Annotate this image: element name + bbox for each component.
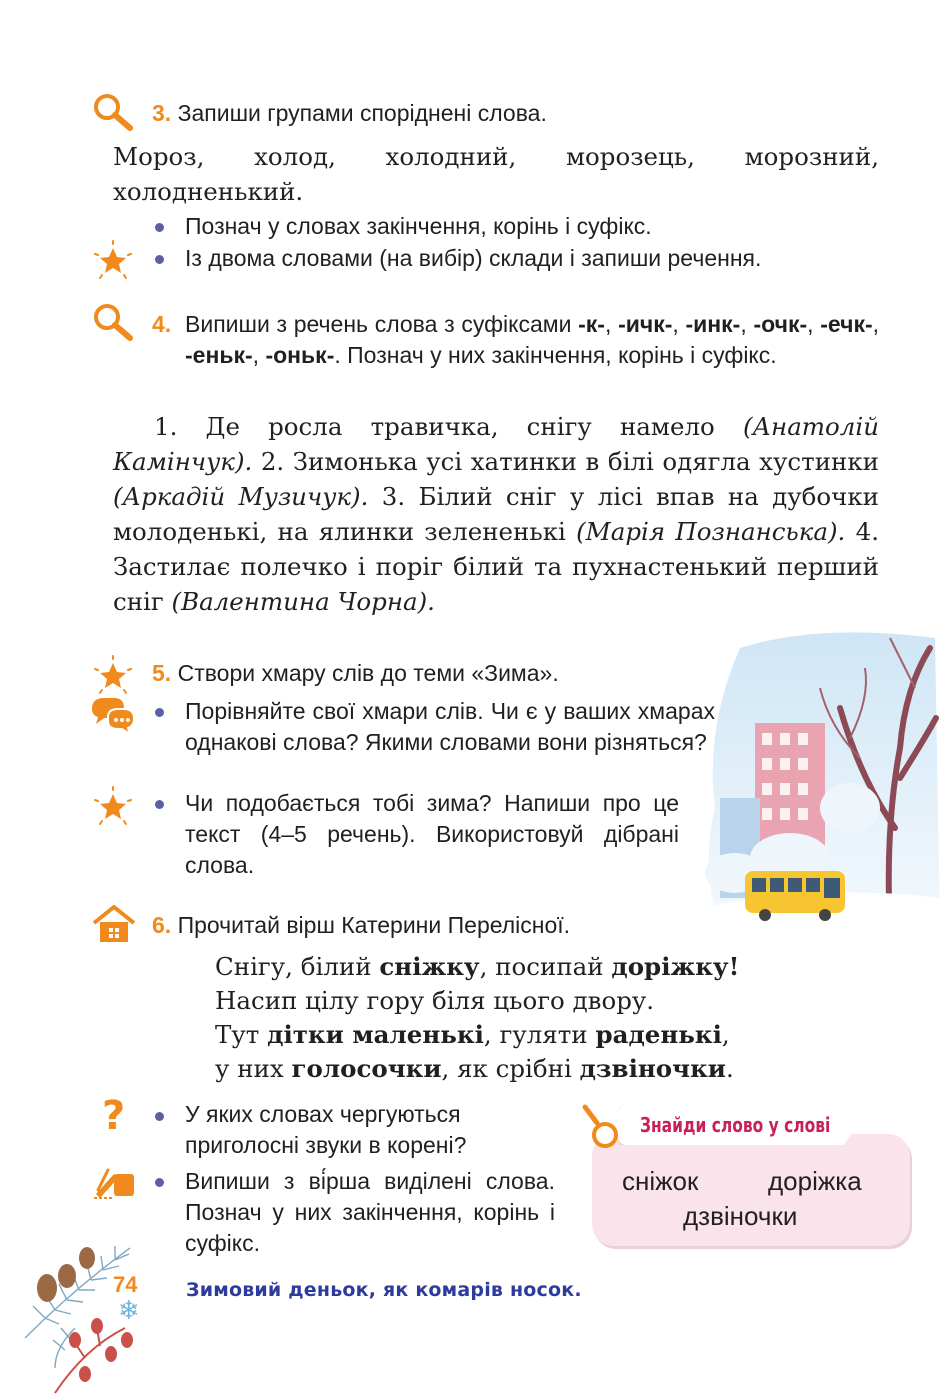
suffix: -ичк-: [618, 311, 673, 337]
exercise-6-task: 6. Прочитай вірш Катерини Перелісної.: [152, 912, 571, 938]
exercise-3-bullet-2: Із двома словами (на вибір) склади і запиши речення.: [185, 245, 762, 271]
bullet: [155, 1112, 164, 1121]
highlighted-word: голосочки: [291, 1054, 442, 1083]
task-text: Запиши групами споріднені слова.: [177, 100, 547, 126]
house-icon: [92, 905, 136, 943]
star-icon: [92, 786, 134, 826]
bullet: [155, 1178, 164, 1187]
find-word-1: сніжок: [622, 1166, 699, 1196]
find-word-3: дзвіночки: [683, 1201, 798, 1231]
exercise-6-bullet-1: У яких словах чергуються приголосні звуки в корені?: [185, 1101, 467, 1158]
magnifier-icon: [92, 302, 136, 342]
exercise-number: 6.: [152, 912, 172, 938]
exercise-3-task: [152, 98, 892, 129]
suffix: -оньк-: [265, 342, 335, 368]
winter-city-illustration: [700, 628, 940, 928]
bullet: [155, 255, 164, 264]
exercise-3-bullet-1: Познач у словах закінчення, корінь і суфікс.: [185, 213, 652, 239]
highlighted-word: сніжку: [379, 952, 480, 981]
highlighted-word: дітки маленькі: [267, 1020, 484, 1049]
exercise-5-task: 5. Створи хмару слів до теми «Зима».: [152, 660, 559, 686]
find-word-title: Знайди слово у слові: [640, 1113, 831, 1137]
poem-line: Насип цілу гору біля цього двору.: [215, 986, 655, 1015]
magnifier-icon: [581, 1103, 621, 1151]
poem: [215, 950, 739, 1086]
bullet: [155, 800, 164, 809]
exercise-5-bullet-2: Чи подобається тобі зима? Напиши про це текст (4–5 речень). Використовуй дібрані слова.: [185, 790, 679, 878]
find-word-2: доріжка: [768, 1166, 862, 1196]
exercise-number: 3.: [152, 100, 172, 126]
suffix: -ечк-: [820, 311, 873, 337]
highlighted-word: дзвіночки: [579, 1054, 726, 1083]
author: (Марія Познанська).: [576, 517, 846, 546]
author: (Анатолій Камінчук).: [113, 412, 879, 476]
snowflake-icon: ❄: [118, 1296, 140, 1326]
exercise-5-bullet-1: Порівняйте свої хмари слів. Чи є у ваших хмарах однакові слова? Якими словами вони різняться?: [185, 698, 715, 755]
exercise-number: 4.: [152, 311, 172, 337]
poem-line: Снігу, білий сніжку, посипай доріжку!: [215, 952, 740, 981]
writing-hand-icon: [92, 1160, 138, 1200]
suffix: -инк-: [685, 311, 741, 337]
suffix: -очк-: [753, 311, 808, 337]
suffix: -еньк-: [185, 342, 253, 368]
suffix: -к-: [578, 311, 605, 337]
poem-line: Тут дітки маленькі, гуляти раденькі,: [215, 1020, 730, 1049]
star-icon: [92, 655, 134, 695]
poem-line: у них голосочки, як срібні дзвіночки.: [215, 1054, 734, 1083]
exercise-3-words-line1: Мороз, холод, холодний, морозець, морозний,: [113, 142, 879, 171]
exercise-4-sentences: 1. Де росла травичка, снігу намело (Анатолій Камінчук). 2. Зимонька усі хатинки в білі одягла хустинки (Аркадій Музичук). 3. Білий сніг у лісі впав на дубочки молоденькі, на ялинки зелененькі (Марія Познанська). 4. Застилає полечко і поріг білий та пухнастенький перший сніг (Валентина Чорна).: [113, 412, 879, 616]
author: (Валентина Чорна).: [171, 587, 435, 616]
highlighted-word: раденькі: [595, 1020, 722, 1049]
proverb: Зимовий деньок, як комарів носок.: [186, 1279, 582, 1301]
highlighted-word: доріжку!: [611, 952, 740, 981]
magnifier-icon: [92, 92, 136, 132]
exercise-number: 5.: [152, 660, 172, 686]
author: (Аркадій Музичук).: [113, 482, 369, 511]
exercise-3-words-line2: холодненький.: [113, 177, 304, 206]
question-icon: ?: [102, 1093, 126, 1139]
page-number: 74: [113, 1272, 138, 1297]
bullet: [155, 223, 164, 232]
star-icon: [92, 240, 134, 280]
chat-icon: [90, 695, 136, 735]
exercise-4-task: Випиши з речень слова з суфіксами -к-, -ичк-, -инк-, -очк-, -ечк-, -еньк-, -оньк-. Познач у них закінчення, корінь і суфікс.: [185, 311, 880, 368]
bullet: [155, 708, 164, 717]
exercise-6-bullet-2: Випиши з ві́рша виділені слова. Познач у них закінчення, корінь і суфікс.: [185, 1168, 555, 1256]
